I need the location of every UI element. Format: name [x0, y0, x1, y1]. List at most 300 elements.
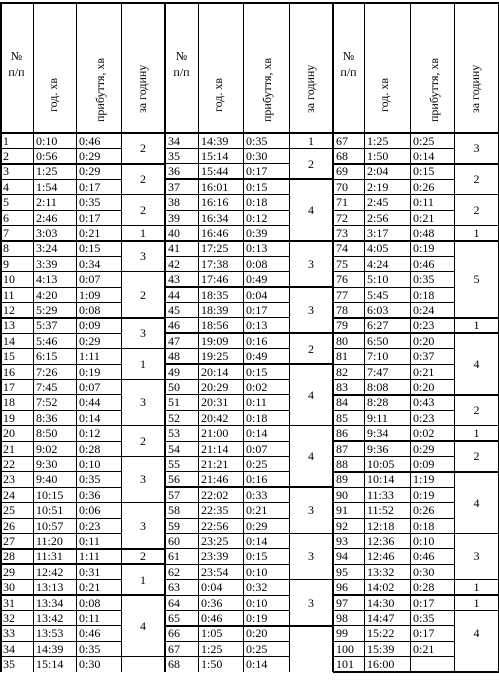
row-arrival: 0:13	[246, 241, 268, 256]
grid-line	[333, 671, 499, 673]
group-count: 3	[308, 549, 314, 564]
grid-line	[333, 2, 499, 4]
row-number: 27	[3, 534, 15, 549]
row-time: 0:10	[36, 133, 58, 148]
row-number: 95	[336, 564, 348, 579]
row-time: 18:35	[201, 287, 229, 302]
row-time: 10:15	[36, 487, 64, 502]
row-time: 8:28	[367, 395, 389, 410]
row-number: 12	[3, 303, 15, 318]
row-number: 10	[3, 272, 15, 287]
row-arrival: 0:19	[413, 241, 435, 256]
row-arrival: 0:26	[413, 179, 435, 194]
row-number: 97	[336, 595, 348, 610]
row-arrival: 0:18	[246, 410, 268, 425]
row-number: 47	[168, 333, 180, 348]
row-time: 16:46	[201, 226, 229, 241]
row-arrival: 0:02	[413, 426, 435, 441]
group-count: 1	[473, 226, 480, 241]
row-arrival: 0:14	[246, 426, 268, 441]
row-number: 18	[3, 395, 15, 410]
row-time: 21:00	[201, 426, 229, 441]
header-number-sub: п/п	[173, 65, 190, 79]
row-number: 75	[336, 256, 348, 271]
row-arrival: 1:11	[79, 349, 100, 364]
row-time: 7:47	[367, 364, 389, 379]
header-time: год. хв	[46, 77, 60, 112]
row-arrival: 0:21	[79, 226, 101, 241]
header-number-sub: п/п	[8, 65, 25, 79]
group-count: 1	[308, 133, 314, 148]
row-arrival: 0:35	[79, 472, 101, 487]
row-arrival: 0:15	[79, 241, 101, 256]
row-number: 2	[3, 149, 9, 164]
row-number: 55	[168, 457, 180, 472]
group-count	[121, 657, 165, 672]
row-number: 5	[3, 195, 9, 210]
row-time: 5:29	[36, 303, 58, 318]
row-number: 38	[168, 195, 180, 210]
row-arrival: 0:18	[246, 195, 268, 210]
row-arrival: 0:46	[79, 626, 101, 641]
row-number: 74	[336, 241, 348, 256]
row-number: 76	[336, 272, 348, 287]
row-number: 80	[336, 333, 348, 348]
row-number: 79	[336, 318, 348, 333]
row-time: 14:47	[367, 611, 395, 626]
row-arrival: 0:11	[79, 534, 100, 549]
row-number: 72	[336, 210, 348, 225]
row-arrival: 0:23	[79, 518, 101, 533]
header-per-hour: за годину	[303, 64, 317, 113]
row-arrival: 0:16	[246, 333, 268, 348]
row-number: 7	[3, 226, 9, 241]
row-number: 69	[336, 164, 348, 179]
row-time: 11:33	[367, 487, 394, 502]
row-time: 1:25	[367, 133, 389, 148]
header-arrival: прибуття, хв	[260, 57, 274, 122]
header-number-sub: п/п	[340, 65, 357, 79]
row-arrival: 1:09	[79, 287, 101, 302]
row-time: 3:24	[36, 241, 58, 256]
row-time: 5:46	[36, 333, 58, 348]
row-number: 57	[168, 487, 180, 502]
row-arrival: 0:14	[246, 534, 268, 549]
row-time: 9:30	[36, 457, 58, 472]
group-count: 2	[140, 433, 146, 448]
row-number: 35	[3, 657, 15, 672]
row-time: 4:20	[36, 287, 58, 302]
row-number: 1	[3, 133, 9, 148]
row-arrival: 0:18	[413, 518, 435, 533]
row-arrival: 0:46	[413, 549, 435, 564]
row-time: 12:18	[367, 518, 395, 533]
row-time: 12:36	[367, 534, 395, 549]
row-time: 0:56	[36, 149, 58, 164]
row-number: 43	[168, 272, 180, 287]
row-time: 17:25	[201, 241, 229, 256]
row-number: 31	[3, 595, 15, 610]
row-number: 100	[336, 641, 354, 656]
row-time: 0:46	[201, 611, 223, 626]
row-time: 7:52	[36, 395, 58, 410]
row-number: 17	[3, 380, 15, 395]
row-arrival: 0:18	[413, 287, 435, 302]
row-number: 37	[168, 179, 180, 194]
row-number: 33	[3, 626, 15, 641]
row-number: 68	[168, 657, 180, 672]
row-number: 40	[168, 226, 180, 241]
row-arrival: 0:33	[246, 487, 268, 502]
row-number: 34	[3, 641, 15, 656]
row-number: 65	[168, 611, 180, 626]
row-time: 13:53	[36, 626, 64, 641]
header-number: №	[175, 49, 188, 63]
row-arrival: 0:30	[79, 657, 101, 672]
row-number: 48	[168, 349, 180, 364]
row-arrival: 0:25	[246, 641, 268, 656]
row-time: 0:04	[201, 580, 223, 595]
group-count: 3	[308, 595, 314, 610]
row-number: 22	[3, 457, 15, 472]
group-count: 2	[473, 403, 480, 418]
row-number: 84	[336, 395, 348, 410]
row-number: 35	[168, 149, 180, 164]
row-number: 53	[168, 426, 180, 441]
row-arrival: 0:19	[246, 611, 268, 626]
row-number: 64	[168, 595, 180, 610]
group-count: 2	[140, 287, 146, 302]
row-arrival: 0:23	[413, 410, 435, 425]
row-number: 4	[3, 179, 9, 194]
group-count: 1	[140, 356, 146, 371]
row-arrival: 0:26	[413, 503, 435, 518]
row-number: 49	[168, 364, 180, 379]
row-number: 73	[336, 226, 348, 241]
row-arrival: 0:28	[413, 580, 435, 595]
row-number: 77	[336, 287, 348, 302]
row-time: 10:14	[367, 472, 395, 487]
group-count: 2	[473, 172, 480, 187]
row-time: 14:30	[367, 595, 395, 610]
header-number: №	[342, 49, 355, 63]
row-number: 54	[168, 441, 180, 456]
row-number: 36	[168, 164, 180, 179]
row-number: 89	[336, 472, 348, 487]
row-number: 8	[3, 241, 9, 256]
row-time: 9:02	[36, 441, 58, 456]
row-arrival: 0:36	[79, 487, 101, 502]
group-count: 3	[308, 503, 314, 518]
row-number: 99	[336, 626, 348, 641]
row-arrival	[410, 657, 454, 672]
group-count: 3	[140, 395, 146, 410]
row-time: 7:26	[36, 364, 58, 379]
group-count: 5	[473, 272, 480, 287]
row-arrival: 0:07	[79, 380, 101, 395]
row-number: 91	[336, 503, 348, 518]
row-arrival: 0:10	[246, 564, 268, 579]
row-arrival: 0:25	[413, 133, 435, 148]
row-time: 14:39	[201, 133, 229, 148]
row-time: 1:54	[36, 179, 58, 194]
row-time: 18:56	[201, 318, 229, 333]
row-number: 26	[3, 518, 15, 533]
row-time: 5:45	[367, 287, 389, 302]
row-arrival: 0:30	[246, 149, 268, 164]
row-number: 88	[336, 457, 348, 472]
row-time: 9:36	[367, 441, 389, 456]
group-count: 4	[473, 356, 480, 371]
row-time: 23:25	[201, 534, 229, 549]
row-number: 87	[336, 441, 348, 456]
row-time: 15:22	[367, 626, 395, 641]
row-time: 8:36	[36, 410, 58, 425]
row-number: 50	[168, 380, 180, 395]
row-number: 58	[168, 503, 180, 518]
row-arrival: 0:29	[79, 149, 101, 164]
row-time: 2:19	[367, 179, 389, 194]
row-time: 2:46	[36, 210, 58, 225]
row-arrival: 0:07	[246, 441, 268, 456]
row-time: 13:32	[367, 564, 395, 579]
row-arrival: 0:15	[413, 164, 435, 179]
row-arrival: 0:39	[246, 226, 268, 241]
row-time: 8:08	[367, 380, 389, 395]
row-time: 21:14	[201, 441, 229, 456]
row-time: 16:01	[201, 179, 229, 194]
row-number: 67	[168, 641, 180, 656]
group-count	[289, 626, 333, 657]
row-number: 13	[3, 318, 15, 333]
row-arrival: 0:04	[246, 287, 268, 302]
row-number: 61	[168, 549, 180, 564]
row-number: 21	[3, 441, 15, 456]
row-number: 90	[336, 487, 348, 502]
row-number: 19	[3, 410, 15, 425]
row-arrival: 0:35	[413, 611, 435, 626]
row-time: 17:46	[201, 272, 229, 287]
row-number: 78	[336, 303, 348, 318]
row-time: 1:50	[367, 149, 389, 164]
row-time: 6:03	[367, 303, 389, 318]
row-arrival: 0:17	[246, 164, 268, 179]
group-count: 4	[473, 626, 480, 641]
row-arrival: 0:17	[413, 626, 435, 641]
row-time: 15:14	[36, 657, 64, 672]
row-arrival: 0:15	[246, 364, 268, 379]
row-number: 29	[3, 564, 15, 579]
row-time: 10:57	[36, 518, 64, 533]
row-number: 82	[336, 364, 348, 379]
row-arrival: 0:20	[413, 333, 435, 348]
row-arrival: 0:06	[79, 503, 101, 518]
group-count: 1	[140, 226, 146, 241]
row-arrival: 0:20	[246, 626, 268, 641]
row-arrival: 0:49	[246, 349, 268, 364]
row-number: 62	[168, 564, 180, 579]
row-number: 66	[168, 626, 180, 641]
row-time: 14:02	[367, 580, 395, 595]
row-time: 7:45	[36, 380, 58, 395]
row-time: 6:50	[367, 333, 389, 348]
row-time: 6:27	[367, 318, 389, 333]
row-arrival: 0:29	[79, 164, 101, 179]
group-count: 1	[473, 426, 480, 441]
row-arrival: 0:10	[79, 457, 101, 472]
row-number: 96	[336, 580, 348, 595]
row-time: 15:39	[367, 641, 395, 656]
row-number: 85	[336, 410, 348, 425]
row-arrival: 0:17	[246, 303, 268, 318]
row-number: 92	[336, 518, 348, 533]
row-time: 1:50	[201, 657, 223, 672]
group-count: 4	[473, 495, 480, 510]
group-count: 3	[140, 249, 146, 264]
row-number: 86	[336, 426, 348, 441]
row-arrival: 0:08	[79, 595, 101, 610]
row-time: 8:50	[36, 426, 58, 441]
row-number: 32	[3, 611, 15, 626]
row-arrival: 1:11	[79, 549, 100, 564]
row-time: 9:40	[36, 472, 58, 487]
group-count: 2	[140, 141, 146, 156]
row-time: 5:10	[367, 272, 389, 287]
row-arrival: 0:08	[79, 303, 101, 318]
row-time: 23:54	[201, 564, 229, 579]
row-time: 20:31	[201, 395, 229, 410]
row-arrival: 0:32	[246, 580, 268, 595]
group-count: 4	[308, 202, 314, 217]
row-arrival: 0:15	[246, 179, 268, 194]
row-number: 60	[168, 534, 180, 549]
group-count: 1	[473, 595, 480, 610]
row-time: 17:38	[201, 256, 229, 271]
row-arrival: 0:17	[79, 210, 101, 225]
row-arrival: 0:11	[79, 611, 100, 626]
group-count: 1	[140, 572, 146, 587]
row-arrival: 0:29	[79, 333, 101, 348]
row-number: 14	[3, 333, 15, 348]
row-arrival: 0:44	[79, 395, 101, 410]
row-arrival: 0:14	[79, 410, 101, 425]
row-arrival: 0:21	[413, 641, 435, 656]
row-arrival: 0:35	[79, 641, 101, 656]
header-arrival: прибуття, хв	[427, 57, 441, 122]
row-time: 15:44	[201, 164, 229, 179]
row-time: 18:39	[201, 303, 229, 318]
row-arrival: 0:13	[246, 318, 268, 333]
row-arrival: 0:15	[246, 549, 268, 564]
row-time: 6:15	[36, 349, 58, 364]
group-count: 4	[308, 449, 314, 464]
row-time: 22:56	[201, 518, 229, 533]
row-arrival: 0:43	[413, 395, 435, 410]
row-arrival: 0:19	[413, 487, 435, 502]
row-arrival: 1:19	[413, 472, 435, 487]
row-arrival: 0:49	[246, 272, 268, 287]
row-number: 3	[3, 164, 9, 179]
group-count: 2	[308, 156, 314, 171]
row-number: 24	[3, 487, 15, 502]
row-arrival: 0:02	[246, 380, 268, 395]
row-time: 4:24	[367, 256, 389, 271]
row-number: 42	[168, 256, 180, 271]
row-time: 2:56	[367, 210, 389, 225]
row-time: 11:31	[36, 549, 63, 564]
row-number: 34	[168, 133, 180, 148]
row-arrival: 0:35	[413, 272, 435, 287]
row-number: 6	[3, 210, 9, 225]
row-number: 20	[3, 426, 15, 441]
row-number: 23	[3, 472, 15, 487]
row-arrival: 0:48	[413, 226, 435, 241]
row-arrival: 0:12	[246, 210, 268, 225]
header-per-hour: за годину	[468, 64, 482, 113]
header-per-hour: за годину	[135, 64, 149, 113]
row-arrival: 0:09	[79, 318, 101, 333]
row-time: 12:46	[367, 549, 395, 564]
row-time: 23:39	[201, 549, 229, 564]
group-count: 2	[473, 449, 480, 464]
row-arrival: 0:20	[413, 380, 435, 395]
row-arrival: 0:29	[413, 441, 435, 456]
row-time: 16:00	[367, 657, 395, 672]
row-time: 21:21	[201, 457, 229, 472]
row-number: 70	[336, 179, 348, 194]
row-number: 15	[3, 349, 15, 364]
row-arrival: 0:46	[79, 133, 101, 148]
row-arrival: 0:11	[413, 195, 434, 210]
row-arrival: 0:09	[413, 457, 435, 472]
row-arrival: 0:37	[413, 349, 435, 364]
row-number: 46	[168, 318, 180, 333]
row-arrival: 0:08	[246, 256, 268, 271]
row-arrival: 0:21	[413, 210, 435, 225]
group-count: 3	[308, 303, 314, 318]
row-time: 11:52	[367, 503, 394, 518]
group-count: 2	[140, 202, 146, 217]
row-time: 20:29	[201, 380, 229, 395]
row-arrival: 0:23	[413, 318, 435, 333]
row-arrival: 0:21	[79, 580, 101, 595]
row-number: 94	[336, 549, 348, 564]
row-time: 3:03	[36, 226, 58, 241]
row-number: 11	[3, 287, 15, 302]
row-time: 13:13	[36, 580, 64, 595]
group-count: 2	[140, 172, 146, 187]
row-time: 4:05	[367, 241, 389, 256]
row-number: 63	[168, 580, 180, 595]
row-arrival: 0:10	[413, 534, 435, 549]
row-number: 25	[3, 503, 15, 518]
group-count: 3	[140, 518, 146, 533]
row-number: 51	[168, 395, 180, 410]
row-arrival: 0:35	[246, 133, 268, 148]
row-time: 3:17	[367, 226, 389, 241]
row-time: 15:14	[201, 149, 229, 164]
grid-line	[165, 2, 333, 4]
row-time: 19:25	[201, 349, 229, 364]
row-arrival: 0:14	[413, 149, 435, 164]
row-arrival: 0:14	[246, 657, 268, 672]
row-time: 7:10	[367, 349, 389, 364]
group-count: 3	[140, 326, 146, 341]
group-count: 4	[140, 618, 146, 633]
row-number: 83	[336, 380, 348, 395]
row-time: 1:25	[201, 641, 223, 656]
row-time: 19:09	[201, 333, 229, 348]
